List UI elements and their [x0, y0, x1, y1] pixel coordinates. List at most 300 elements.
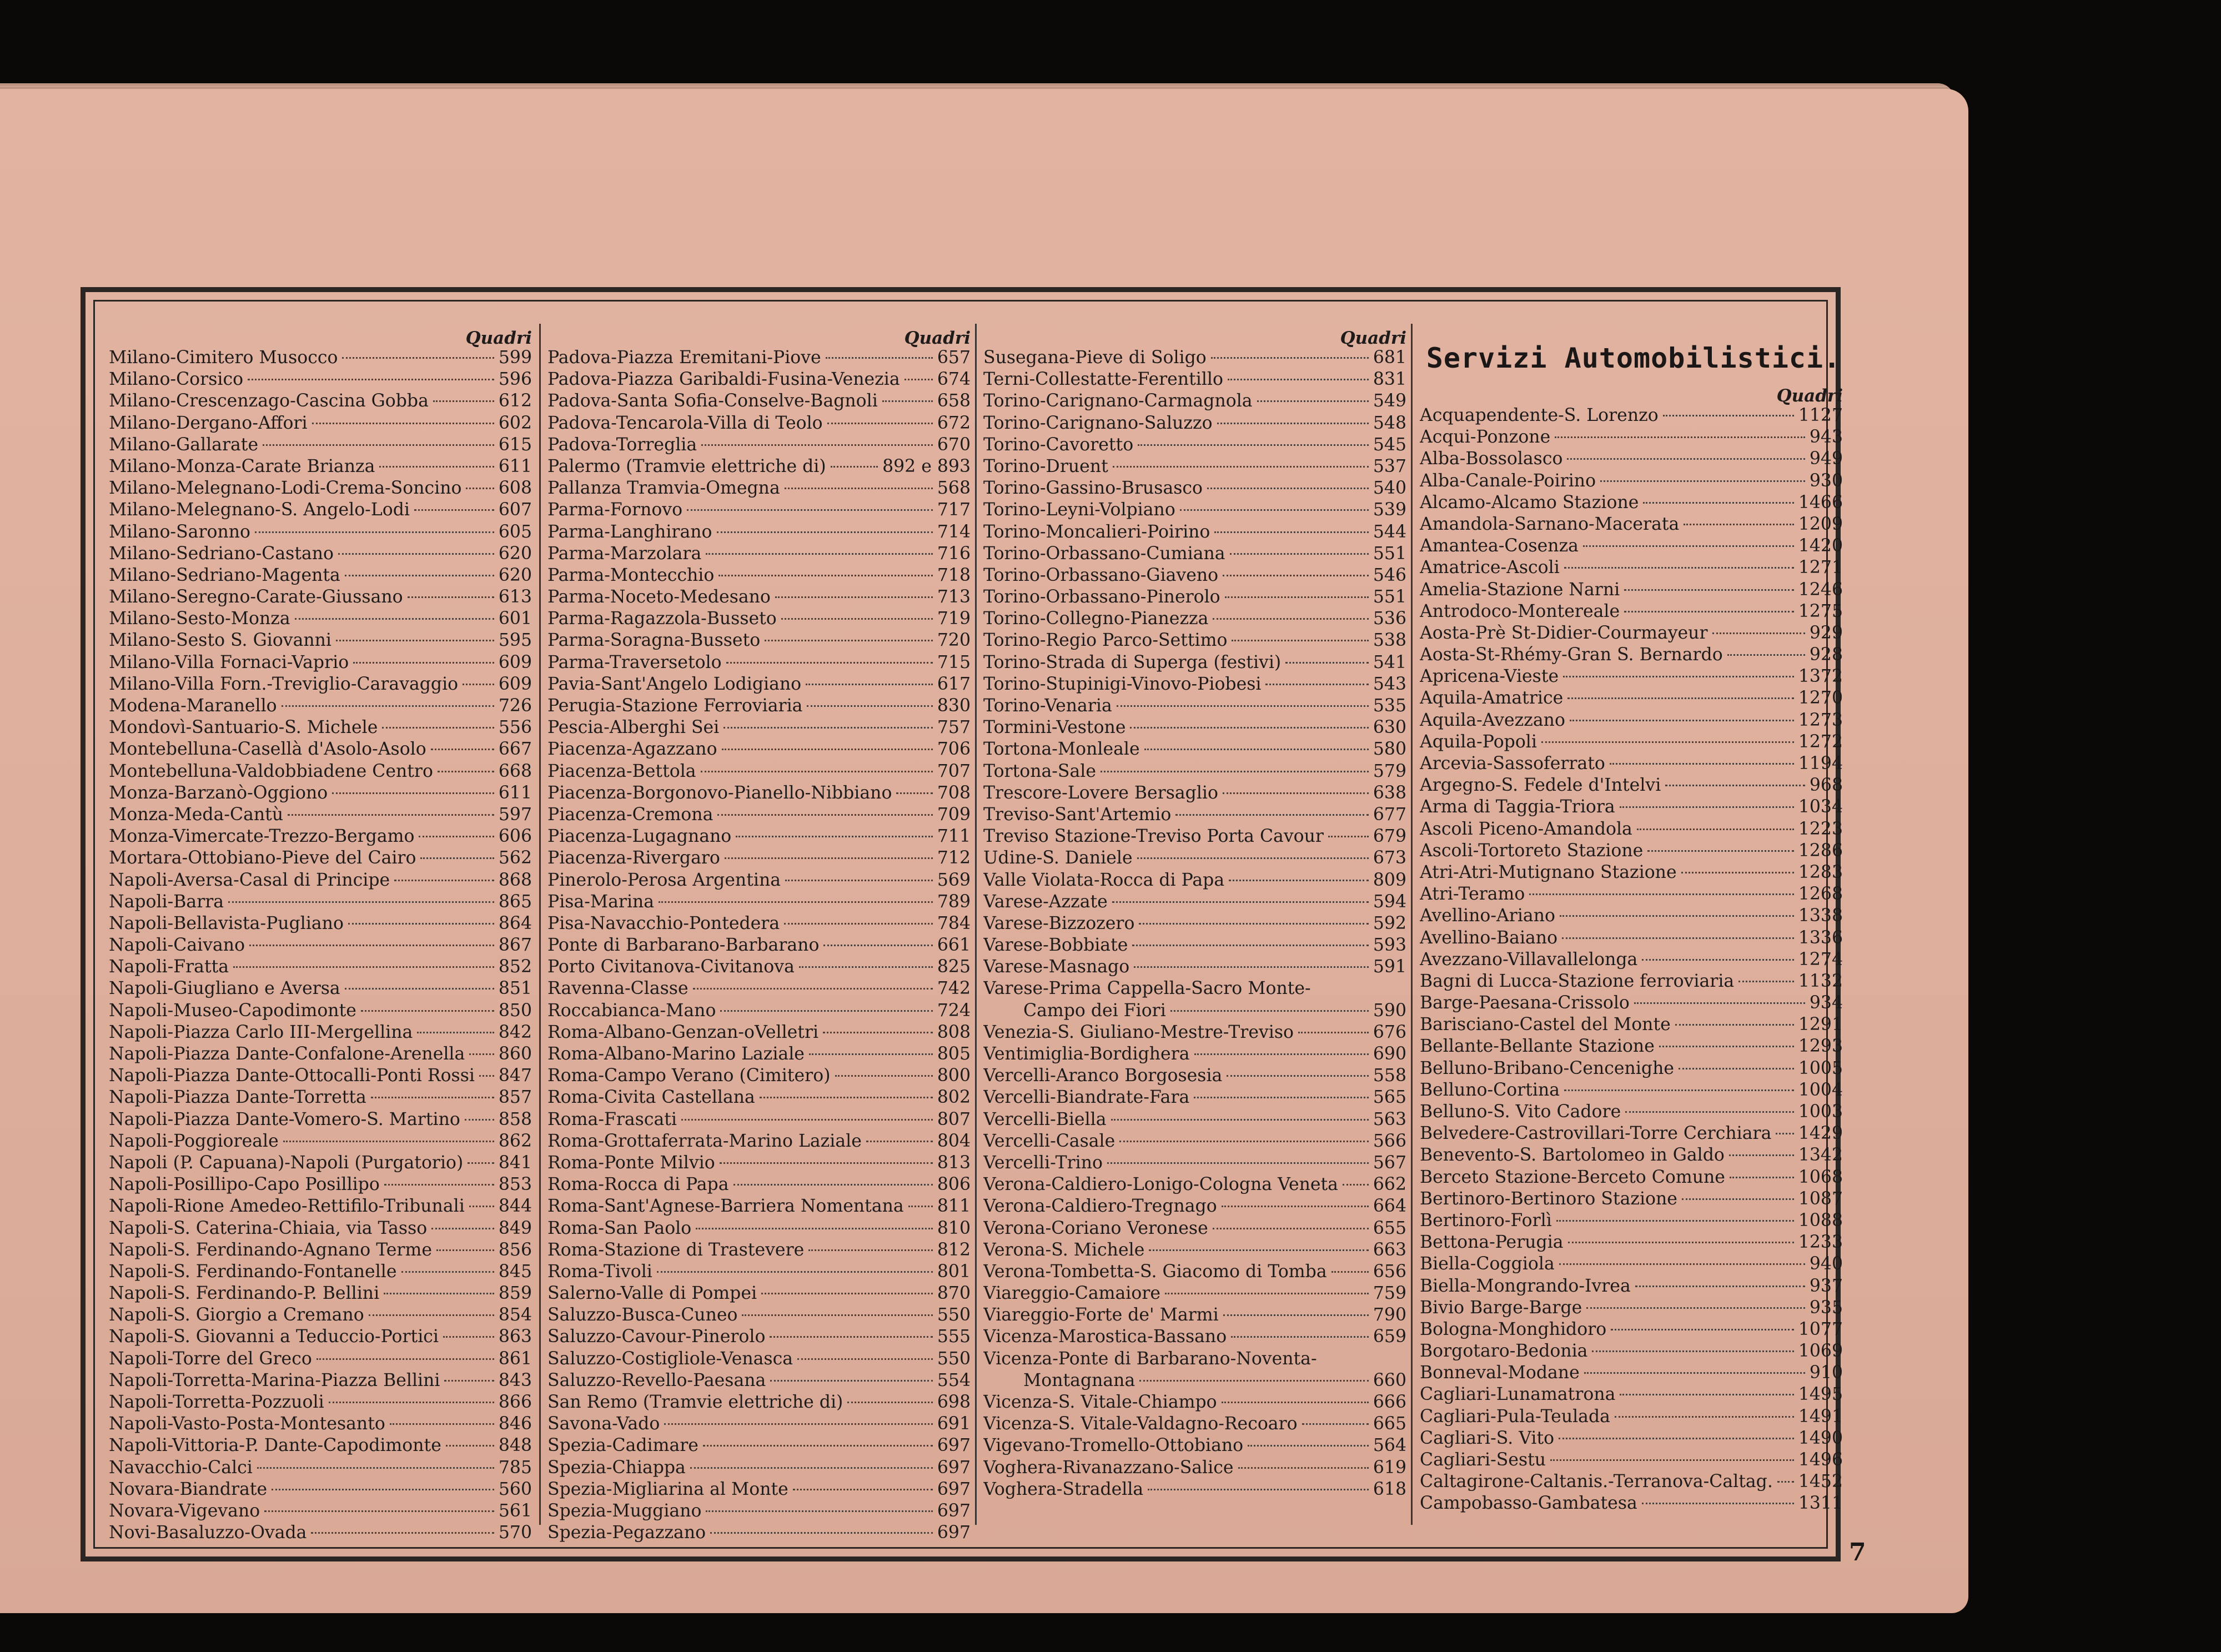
- route-name: Torino-Gassino-Brusasco: [983, 478, 1203, 499]
- route-name: Milano-Corsico: [109, 369, 244, 390]
- table-number: 929: [1809, 622, 1843, 643]
- index-row: [983, 456, 1411, 478]
- index-row: [1420, 992, 1847, 1014]
- dot-leader: [785, 880, 933, 881]
- table-number: 949: [1809, 449, 1843, 469]
- index-row: [983, 608, 1411, 630]
- table-number: 596: [498, 369, 532, 390]
- dot-leader: [847, 1402, 933, 1403]
- table-number: 707: [937, 761, 971, 781]
- route-name: Bertinoro-Forlì: [1420, 1210, 1552, 1231]
- dot-leader: [1586, 1307, 1805, 1309]
- route-name: Verona-Coriano Veronese: [983, 1218, 1208, 1238]
- route-name: Milano-Melegnano-Lodi-Crema-Soncino: [109, 478, 462, 499]
- table-number: 662: [1373, 1174, 1406, 1195]
- route-name: Pinerolo-Perosa Argentina: [547, 870, 781, 890]
- dot-leader: [1130, 727, 1368, 729]
- dot-leader: [414, 509, 494, 511]
- index-row: [109, 1522, 536, 1544]
- dot-leader: [348, 923, 494, 925]
- table-number: 714: [937, 521, 971, 542]
- route-name: Berceto Stazione-Berceto Comune: [1420, 1167, 1725, 1187]
- route-name: Verona-Tombetta-S. Giacomo di Tomba: [983, 1261, 1327, 1282]
- dot-leader: [1298, 1032, 1369, 1033]
- dot-leader: [706, 553, 933, 555]
- index-row: [109, 478, 536, 499]
- route-name: Mortara-Ottobiano-Pieve del Cairo: [109, 848, 416, 868]
- index-row: [547, 456, 975, 478]
- dot-leader: [295, 618, 494, 620]
- dot-leader: [390, 1423, 494, 1425]
- table-number: 784: [937, 913, 971, 933]
- table-number: 757: [937, 717, 971, 738]
- index-row: [983, 847, 1411, 869]
- table-number: 544: [1373, 521, 1406, 542]
- table-number: 667: [498, 739, 532, 760]
- table-number: 1273: [1798, 710, 1843, 730]
- table-number: 813: [937, 1152, 971, 1173]
- route-name: Napoli-Piazza Dante-Vomero-S. Martino: [109, 1109, 460, 1129]
- dot-leader: [264, 1510, 494, 1512]
- dot-leader: [831, 466, 878, 468]
- route-name: Perugia-Stazione Ferroviaria: [547, 696, 803, 716]
- dot-leader: [1643, 502, 1793, 504]
- index-row: [983, 1152, 1411, 1174]
- dot-leader: [742, 1314, 932, 1316]
- route-name: Verona-S. Michele: [983, 1239, 1145, 1260]
- dot-leader: [826, 357, 933, 359]
- route-name: Parma-Marzolara: [547, 543, 702, 564]
- route-name: Tormini-Vestone: [983, 717, 1126, 738]
- route-name: Napoli-Poggioreale: [109, 1131, 279, 1151]
- index-row: [547, 1239, 975, 1261]
- index-row: [109, 543, 536, 565]
- route-name: Montebelluna-Valdobbiadene Centro: [109, 761, 433, 781]
- table-number: 1270: [1798, 688, 1843, 709]
- index-row: [109, 586, 536, 608]
- dot-leader: [1223, 575, 1369, 576]
- route-name: Susegana-Pieve di Soligo: [983, 348, 1207, 368]
- dot-leader: [1213, 618, 1368, 620]
- route-name: Aquila-Popoli: [1420, 731, 1537, 752]
- table-number: 656: [1373, 1261, 1406, 1282]
- dot-leader: [701, 771, 933, 772]
- index-row: [983, 1239, 1411, 1261]
- table-number: 1452: [1798, 1472, 1843, 1492]
- table-number: 867: [498, 935, 532, 956]
- dot-leader: [469, 1053, 494, 1055]
- index-row: [983, 717, 1411, 739]
- dot-leader: [1570, 720, 1794, 721]
- dot-leader: [806, 684, 933, 685]
- index-row: [1420, 710, 1847, 731]
- dot-leader: [371, 1097, 494, 1098]
- index-row: [1420, 492, 1847, 514]
- dot-leader: [1729, 1154, 1794, 1156]
- route-name: Vigevano-Tromello-Ottobiano: [983, 1435, 1244, 1456]
- table-number: 831: [1373, 369, 1406, 390]
- dot-leader: [1257, 400, 1369, 402]
- table-number: 720: [937, 630, 971, 651]
- dot-leader: [1144, 749, 1369, 750]
- dot-leader: [706, 1510, 932, 1512]
- route-name: Napoli-Giugliano e Aversa: [109, 978, 340, 999]
- index-row: [547, 1131, 975, 1152]
- route-name: Voghera-Stradella: [983, 1479, 1144, 1499]
- index-row: [547, 695, 975, 717]
- route-name: Napoli-Piazza Carlo III-Mergellina: [109, 1022, 413, 1042]
- dot-leader: [466, 488, 494, 489]
- route-name: Napoli-S. Giovanni a Teduccio-Portici: [109, 1327, 439, 1347]
- table-number: 677: [1373, 804, 1406, 825]
- route-name: Piacenza-Rivergaro: [547, 848, 720, 868]
- route-name: Novara-Biandrate: [109, 1479, 268, 1499]
- route-name: Aquila-Avezzano: [1420, 710, 1565, 730]
- dot-leader: [681, 1119, 933, 1121]
- index-row: [1420, 1079, 1847, 1101]
- index-row: [109, 804, 536, 826]
- table-number: 565: [1373, 1087, 1406, 1108]
- table-number: 597: [498, 804, 532, 825]
- route-name: Atri-Atri-Mutignano Stazione: [1420, 862, 1677, 882]
- table-number: 802: [937, 1087, 971, 1108]
- dot-leader: [1583, 545, 1794, 547]
- column-header: Quadri: [1340, 328, 1406, 348]
- table-number: 1496: [1798, 1450, 1843, 1470]
- index-row: [983, 1043, 1411, 1065]
- table-number: 549: [1373, 391, 1406, 411]
- table-number: 843: [498, 1370, 532, 1390]
- dot-leader: [1227, 1075, 1369, 1077]
- table-number: 848: [498, 1435, 532, 1456]
- index-row: [1420, 1188, 1847, 1210]
- table-number: 790: [1373, 1305, 1406, 1325]
- route-name: Piacenza-Agazzano: [547, 739, 717, 760]
- dot-leader: [1665, 785, 1805, 786]
- table-number: 567: [1373, 1152, 1406, 1173]
- route-name: Spezia-Pegazzano: [547, 1523, 706, 1543]
- index-row: [109, 652, 536, 674]
- route-name: Pisa-Marina: [547, 891, 655, 912]
- index-row: [109, 695, 536, 717]
- index-row: [547, 1283, 975, 1304]
- route-name: Napoli-Piazza Dante-Ottocalli-Ponti Rossi: [109, 1066, 475, 1086]
- table-number: 1233: [1798, 1232, 1843, 1253]
- route-name: Monza-Meda-Cantù: [109, 804, 284, 825]
- route-name: Argegno-S. Fedele d'Intelvi: [1420, 775, 1661, 796]
- index-row: [547, 761, 975, 782]
- index-row: [983, 1392, 1411, 1413]
- route-name: Milano-Melegnano-S. Angelo-Lodi: [109, 500, 410, 520]
- route-name: Tortona-Sale: [983, 761, 1096, 781]
- table-number: 841: [498, 1152, 532, 1173]
- index-row: [1420, 687, 1847, 709]
- route-name: Napoli-S. Ferdinando-Fontanelle: [109, 1261, 397, 1282]
- route-name: Pescia-Alberghi Sei: [547, 717, 720, 738]
- table-number: 866: [498, 1392, 532, 1412]
- table-number: 611: [498, 782, 532, 803]
- dot-leader: [1567, 697, 1794, 699]
- index-list: [109, 347, 536, 1544]
- index-row: [983, 935, 1411, 956]
- route-name: Roma-San Paolo: [547, 1218, 692, 1238]
- index-row: [109, 891, 536, 913]
- dot-leader: [1180, 509, 1369, 511]
- index-row: [547, 978, 975, 1000]
- route-name: Varese-Prima Cappella-Sacro Monte-: [983, 978, 1311, 999]
- route-name: Savona-Vado: [547, 1414, 660, 1434]
- table-number: 564: [1373, 1435, 1406, 1456]
- route-name: Roma-Sant'Agnese-Barriera Nomentana: [547, 1196, 904, 1217]
- table-number: 556: [498, 717, 532, 738]
- table-number: 726: [498, 696, 532, 716]
- index-row: [109, 434, 536, 456]
- index-row: [1420, 905, 1847, 927]
- table-number: 607: [498, 500, 532, 520]
- dot-leader: [866, 1141, 933, 1142]
- index-row: [109, 1218, 536, 1239]
- index-row: [109, 390, 536, 412]
- index-row: [1420, 731, 1847, 753]
- index-row: [1420, 1123, 1847, 1144]
- dot-leader: [1328, 836, 1369, 837]
- column-header: Quadri: [904, 328, 971, 348]
- route-name: Milano-Sedriano-Magenta: [109, 565, 340, 585]
- dot-leader: [463, 684, 494, 685]
- table-number: 719: [937, 609, 971, 629]
- column-1: [109, 329, 536, 1544]
- route-name: Monza-Barzanò-Oggiono: [109, 782, 328, 803]
- dot-leader: [1113, 466, 1369, 468]
- dot-leader: [1343, 1184, 1369, 1186]
- route-name: Roma-Ponte Milvio: [547, 1152, 715, 1173]
- table-number: 595: [498, 630, 532, 651]
- table-number: 892 e 893: [882, 456, 971, 476]
- table-number: 551: [1373, 543, 1406, 564]
- dot-leader: [1712, 632, 1805, 634]
- dot-leader: [1170, 1010, 1369, 1012]
- dot-leader: [1225, 596, 1369, 598]
- route-name: Napoli-S. Ferdinando-P. Bellini: [109, 1283, 380, 1304]
- dot-leader: [438, 771, 494, 772]
- index-row: [547, 826, 975, 847]
- table-number: 1127: [1798, 405, 1843, 425]
- dot-leader: [384, 1184, 494, 1186]
- table-number: 809: [1373, 870, 1406, 890]
- column-header: Quadri: [465, 328, 532, 348]
- index-row: [547, 1413, 975, 1435]
- route-name: Apricena-Vieste: [1420, 666, 1559, 687]
- index-row: [1420, 426, 1847, 448]
- table-number: 937: [1809, 1276, 1843, 1296]
- route-name: Torino-Orbassano-Pinerolo: [983, 587, 1220, 607]
- table-number: 570: [498, 1523, 532, 1543]
- route-name: Arcevia-Sassoferrato: [1420, 754, 1605, 774]
- table-number: 935: [1809, 1297, 1843, 1318]
- table-number: 611: [498, 456, 532, 476]
- table-number: 789: [937, 891, 971, 912]
- dot-leader: [332, 792, 494, 794]
- route-name: Bonneval-Modane: [1420, 1363, 1580, 1383]
- route-name: Spezia-Migliarina al Monte: [547, 1479, 788, 1499]
- route-name: Amatrice-Ascoli: [1420, 558, 1560, 578]
- table-number: 579: [1373, 761, 1406, 781]
- index-row: [1420, 949, 1847, 971]
- table-number: 1291: [1798, 1015, 1843, 1035]
- route-name: Saluzzo-Busca-Cuneo: [547, 1305, 738, 1325]
- dot-leader: [1663, 415, 1794, 416]
- route-name: Napoli-S. Giorgio a Cremano: [109, 1305, 364, 1325]
- dot-leader: [417, 1032, 494, 1033]
- table-number: 1005: [1798, 1058, 1843, 1078]
- index-row: [1420, 775, 1847, 796]
- route-name: Voghera-Rivanazzano-Salice: [983, 1457, 1234, 1478]
- table-number: 853: [498, 1174, 532, 1195]
- table-number: 555: [937, 1327, 971, 1347]
- table-number: 844: [498, 1196, 532, 1217]
- dot-leader: [1132, 945, 1368, 946]
- index-row: [1420, 470, 1847, 492]
- index-row: [1420, 1014, 1847, 1036]
- route-name: Aosta-St-Rhémy-Gran S. Bernardo: [1420, 645, 1723, 665]
- index-row: [983, 1370, 1411, 1392]
- route-name: Vercelli-Casale: [983, 1131, 1115, 1151]
- index-row: [983, 978, 1411, 1000]
- dot-leader: [1119, 1141, 1369, 1142]
- table-number: 541: [1373, 652, 1406, 672]
- index-row: [109, 1000, 536, 1022]
- route-name: Belvedere-Castrovillari-Torre Cerchiara: [1420, 1123, 1772, 1144]
- index-row: [547, 390, 975, 412]
- table-frame: [81, 287, 1841, 1561]
- index-row: [1420, 1362, 1847, 1384]
- index-row: [547, 1000, 975, 1022]
- table-number: 670: [937, 434, 971, 455]
- route-name: Torino-Collegno-Pianezza: [983, 609, 1209, 629]
- table-number: 676: [1373, 1022, 1406, 1042]
- table-number: 863: [498, 1327, 532, 1347]
- route-name: Amandola-Sarnano-Macerata: [1420, 514, 1680, 534]
- table-number: 1087: [1798, 1188, 1843, 1209]
- table-number: 1286: [1798, 840, 1843, 861]
- route-name: Napoli-Torre del Greco: [109, 1348, 312, 1369]
- index-row: [1420, 1428, 1847, 1449]
- index-row: [109, 347, 536, 369]
- route-name: Roma-Stazione di Trastevere: [547, 1239, 805, 1260]
- route-name: Milano-Dergano-Affori: [109, 413, 308, 433]
- table-number: 1272: [1798, 731, 1843, 752]
- route-name: Vercelli-Trino: [983, 1152, 1103, 1173]
- route-name: Alba-Canale-Poirino: [1420, 470, 1596, 491]
- route-name: Padova-Santa Sofia-Conselve-Bagnoli: [547, 391, 878, 411]
- route-name: Parma-Montecchio: [547, 565, 715, 585]
- index-row: [547, 1174, 975, 1196]
- index-row: [109, 1261, 536, 1283]
- index-row: [109, 1413, 536, 1435]
- table-number: 613: [498, 587, 532, 607]
- dot-leader: [1228, 379, 1369, 380]
- dot-leader: [1194, 1097, 1369, 1098]
- index-row: [983, 1457, 1411, 1479]
- route-name: Trescore-Lovere Bersaglio: [983, 782, 1218, 803]
- table-number: 546: [1373, 565, 1406, 585]
- index-row: [547, 1109, 975, 1131]
- dot-leader: [431, 1228, 494, 1229]
- dot-leader: [1285, 662, 1369, 664]
- route-name: Avellino-Baiano: [1420, 927, 1558, 948]
- route-name: Padova-Tencarola-Villa di Teolo: [547, 413, 823, 433]
- index-row: [547, 586, 975, 608]
- route-name: Spezia-Muggiano: [547, 1500, 702, 1521]
- route-name: Valle Violata-Rocca di Papa: [983, 870, 1225, 890]
- index-row: [109, 717, 536, 739]
- table-number: 1268: [1798, 884, 1843, 905]
- route-name: Verona-Caldiero-Lonigo-Cologna Veneta: [983, 1174, 1338, 1195]
- table-number: 716: [937, 543, 971, 564]
- route-name: Barge-Paesana-Crissolo: [1420, 993, 1630, 1013]
- route-name: Pallanza Tramvia-Omegna: [547, 478, 780, 499]
- index-row: [1420, 971, 1847, 992]
- dot-leader: [882, 400, 933, 402]
- index-row: [547, 1043, 975, 1065]
- index-row: [109, 630, 536, 651]
- page-number: 7: [1849, 1538, 1866, 1566]
- route-name: Milano-Villa Forn.-Treviglio-Caravaggio: [109, 674, 459, 694]
- dot-leader: [736, 836, 933, 837]
- route-name: Treviso-Sant'Artemio: [983, 804, 1172, 825]
- index-row: [547, 1522, 975, 1544]
- table-number: 561: [498, 1500, 532, 1521]
- index-row: [547, 674, 975, 695]
- index-row: [1420, 1210, 1847, 1232]
- dot-leader: [465, 1119, 494, 1121]
- index-row: [547, 847, 975, 869]
- dot-leader: [1624, 611, 1794, 612]
- route-name: Bellante-Bellante Stazione: [1420, 1036, 1655, 1057]
- table-number: 1495: [1798, 1384, 1843, 1405]
- column-header: Quadri: [1776, 386, 1843, 406]
- route-name: Bagni di Lucca-Stazione ferroviaria: [1420, 971, 1735, 991]
- dot-leader: [1139, 1380, 1369, 1382]
- table-number: 870: [937, 1283, 971, 1304]
- dot-leader: [248, 379, 494, 380]
- index-row: [109, 913, 536, 935]
- index-row: [547, 891, 975, 913]
- dot-leader: [793, 1489, 933, 1490]
- dot-leader: [720, 1010, 932, 1012]
- dot-leader: [1194, 1053, 1369, 1055]
- table-number: 545: [1373, 434, 1406, 455]
- index-row: [547, 1261, 975, 1283]
- dot-leader: [1214, 531, 1368, 533]
- route-name: Alcamo-Alcamo Stazione: [1420, 492, 1639, 513]
- index-row: [1420, 1144, 1847, 1166]
- index-row: [109, 1152, 536, 1174]
- dot-leader: [908, 1206, 933, 1207]
- table-number: 566: [1373, 1131, 1406, 1151]
- index-row: [109, 1043, 536, 1065]
- dot-leader: [1111, 1119, 1369, 1121]
- table-number: 800: [937, 1066, 971, 1086]
- index-row: [1420, 1276, 1847, 1297]
- table-number: 663: [1373, 1239, 1406, 1260]
- table-number: 709: [937, 804, 971, 825]
- dot-leader: [770, 1336, 932, 1338]
- index-row: [1420, 840, 1847, 862]
- table-number: 550: [937, 1348, 971, 1369]
- index-row: [547, 565, 975, 586]
- route-name: Modena-Maranello: [109, 696, 277, 716]
